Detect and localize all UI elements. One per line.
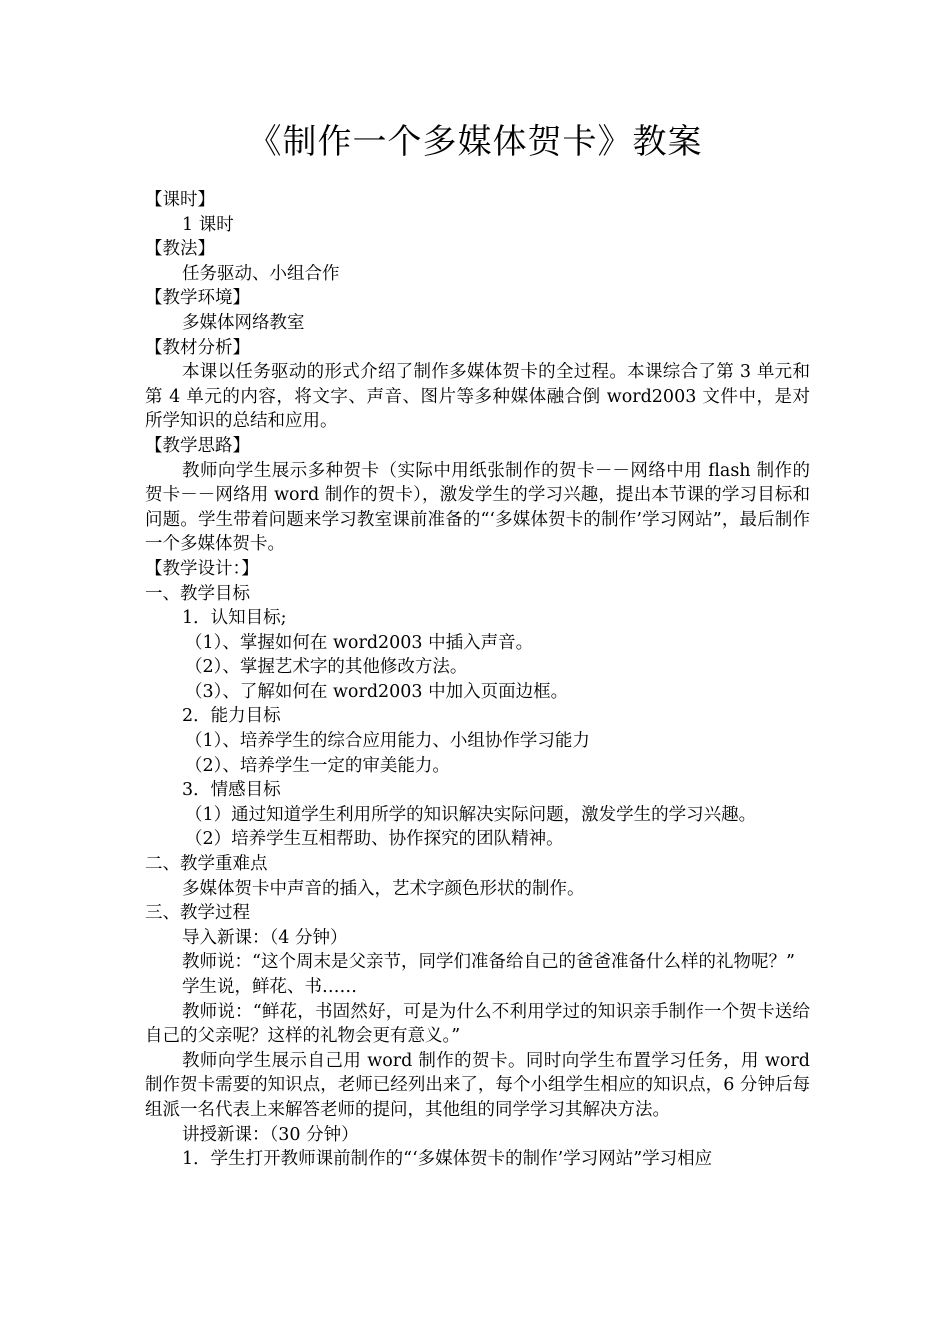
paragraph: 3．情感目标 <box>182 780 281 801</box>
document-title: 《制作一个多媒体贺卡》教案 <box>247 122 703 162</box>
paragraph: 多媒体贺卡中声音的插入，艺术字颜色形状的制作。 <box>182 878 585 899</box>
paragraph: （2）、掌握艺术字的其他修改方法。 <box>185 657 468 678</box>
section-heading: 三、教学过程 <box>145 903 250 924</box>
paragraph: （1）、培养学生的综合应用能力、小组协作学习能力 <box>185 731 590 752</box>
section-heading: 一、教学目标 <box>145 583 250 604</box>
paragraph: 教师向学生展示多种贺卡（实际中用纸张制作的贺卡－－网络中用 flash 制作的贺卡－－网络用 word 制作的贺卡），激发学生的学习兴趣，提出本节课的学习目标和问题。学生带着问题来学习教室课前准备的“‘多媒体贺卡的制作’学习网站”，最后制作一个多媒体贺卡。 <box>145 460 810 555</box>
section-heading: 【课时】 <box>145 190 215 210</box>
section-heading: 二、教学重难点 <box>145 854 268 875</box>
paragraph: 学生说，鲜花、书…… <box>182 977 357 997</box>
document-body <box>145 188 810 1172</box>
paragraph: 教师向学生展示自己用 word 制作的贺卡。同时向学生布置学习任务，用 word 制作贺卡需要的知识点，老师已经列出来了，每个小组学生相应的知识点，6 分钟后每组派一名代表上来解答老师的提问，其他组的同学学习其解决方法。 <box>145 1050 810 1120</box>
section-heading: 【教法】 <box>145 239 215 260</box>
paragraph: 本课以任务驱动的形式介绍了制作多媒体贺卡的全过程。本课综合了第 3 单元和第 4 单元的内容，将文字、声音、图片等多种媒体融合倒 word2003 文件中，是对所学知识的总结和应用。 <box>145 362 810 432</box>
paragraph: （3）、了解如何在 word2003 中加入页面边框。 <box>185 681 569 702</box>
paragraph: 教师说：“鲜花，书固然好，可是为什么不利用学过的知识亲手制作一个贺卡送给自己的父亲呢？这样的礼物会更有意义。” <box>145 1001 810 1047</box>
paragraph: 任务驱动、小组合作 <box>182 263 340 284</box>
paragraph: （2）、培养学生一定的审美能力。 <box>185 755 450 776</box>
paragraph: 教师说：“这个周末是父亲节，同学们准备给自己的爸爸准备什么样的礼物呢？” <box>182 952 795 973</box>
paragraph: （1）通过知道学生利用所学的知识解决实际问题，激发学生的学习兴趣。 <box>185 804 757 825</box>
section-heading: 【教学设计：】 <box>145 558 259 579</box>
paragraph: 多媒体网络教室 <box>182 312 305 333</box>
paragraph: 导入新课：（4 分钟） <box>182 927 348 948</box>
paragraph: 1．学生打开教师课前制作的“‘多媒体贺卡的制作’学习网站”学习相应 <box>182 1149 713 1170</box>
paragraph: 讲授新课：（30 分钟） <box>182 1124 359 1145</box>
section-heading: 【教学思路】 <box>145 435 250 456</box>
paragraph: 2．能力目标 <box>182 706 281 727</box>
paragraph: （2）培养学生互相帮助、协作探究的团队精神。 <box>185 829 564 850</box>
section-heading: 【教材分析】 <box>145 337 250 358</box>
paragraph: （1）、掌握如何在 word2003 中插入声音。 <box>185 632 534 653</box>
paragraph: 1 课时 <box>182 214 234 235</box>
paragraph: 1．认知目标; <box>182 608 287 629</box>
section-heading: 【教学环境】 <box>145 288 250 309</box>
